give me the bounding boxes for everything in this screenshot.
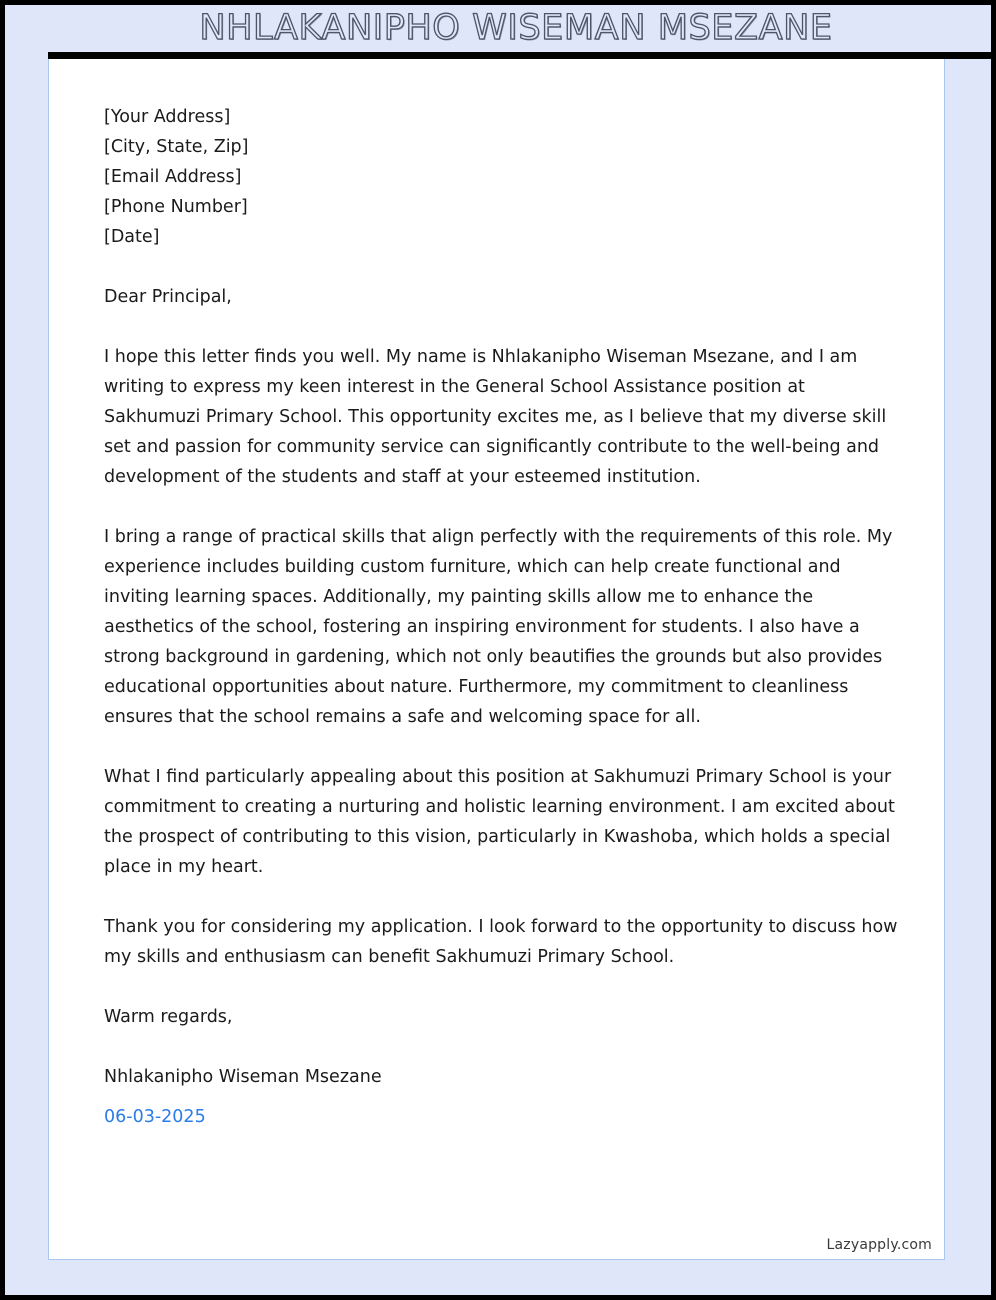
- letterhead-banner: [5, 5, 991, 52]
- sender-address-block: [104, 102, 904, 252]
- body-paragraph-2: I bring a range of practical skills that align perfectly with the requirements of this role. My experience includes building custom furniture, which can help create functional and inviting learning spaces. Additionally, my painting skills allow me to enhance the aesthetics of the school, fostering an inspiring environment for students. I also have a strong background in gardening, which not only beautifies the grounds but also provides educational opportunities about nature. Furthermore, my commitment to cleanliness ensures that the school remains a safe and welcoming space for all.: [104, 527, 898, 727]
- salutation: Dear Principal,: [104, 287, 232, 307]
- closing-salutation: Warm regards,: [104, 1007, 233, 1027]
- lazyapply-watermark: Lazyapply.com: [826, 1237, 932, 1253]
- letter-content: [104, 102, 904, 1132]
- body-paragraph-3: What I find particularly appealing about this position at Sakhumuzi Primary School is your commitment to creating a nurturing and holistic learning environment. I am excited about the prospect of contributing to this vision, particularly in Kwashoba, which holds a special place in my heart.: [104, 767, 901, 877]
- sender-email-line: [Email Address]: [104, 167, 242, 187]
- letterhead-divider: [48, 52, 991, 59]
- sender-city-line: [City, State, Zip]: [104, 137, 249, 157]
- sender-phone-line: [Phone Number]: [104, 197, 248, 217]
- sender-address-line: [Your Address]: [104, 107, 231, 127]
- signature-date: 06-03-2025: [104, 1107, 206, 1127]
- body-paragraph-4: Thank you for considering my application. I look forward to the opportunity to discuss how my skills and enthusiasm can benefit Sakhumuzi Primary School.: [104, 917, 904, 967]
- signature-name: Nhlakanipho Wiseman Msezane: [104, 1067, 382, 1087]
- letter-sheet: [48, 59, 945, 1260]
- body-paragraph-1: I hope this letter finds you well. My name is Nhlakanipho Wiseman Msezane, and I am writing to express my keen interest in the General School Assistance position at Sakhumuzi Primary School. This opportunity excites me, as I believe that my diverse skill set and passion for community service can significantly contribute to the well-being and development of the students and staff at your esteemed institution.: [104, 347, 892, 487]
- document-page: [5, 5, 991, 1295]
- candidate-name-heading: NHLAKANIPHO WISEMAN MSEZANE: [199, 8, 833, 48]
- sender-date-line: [Date]: [104, 227, 160, 247]
